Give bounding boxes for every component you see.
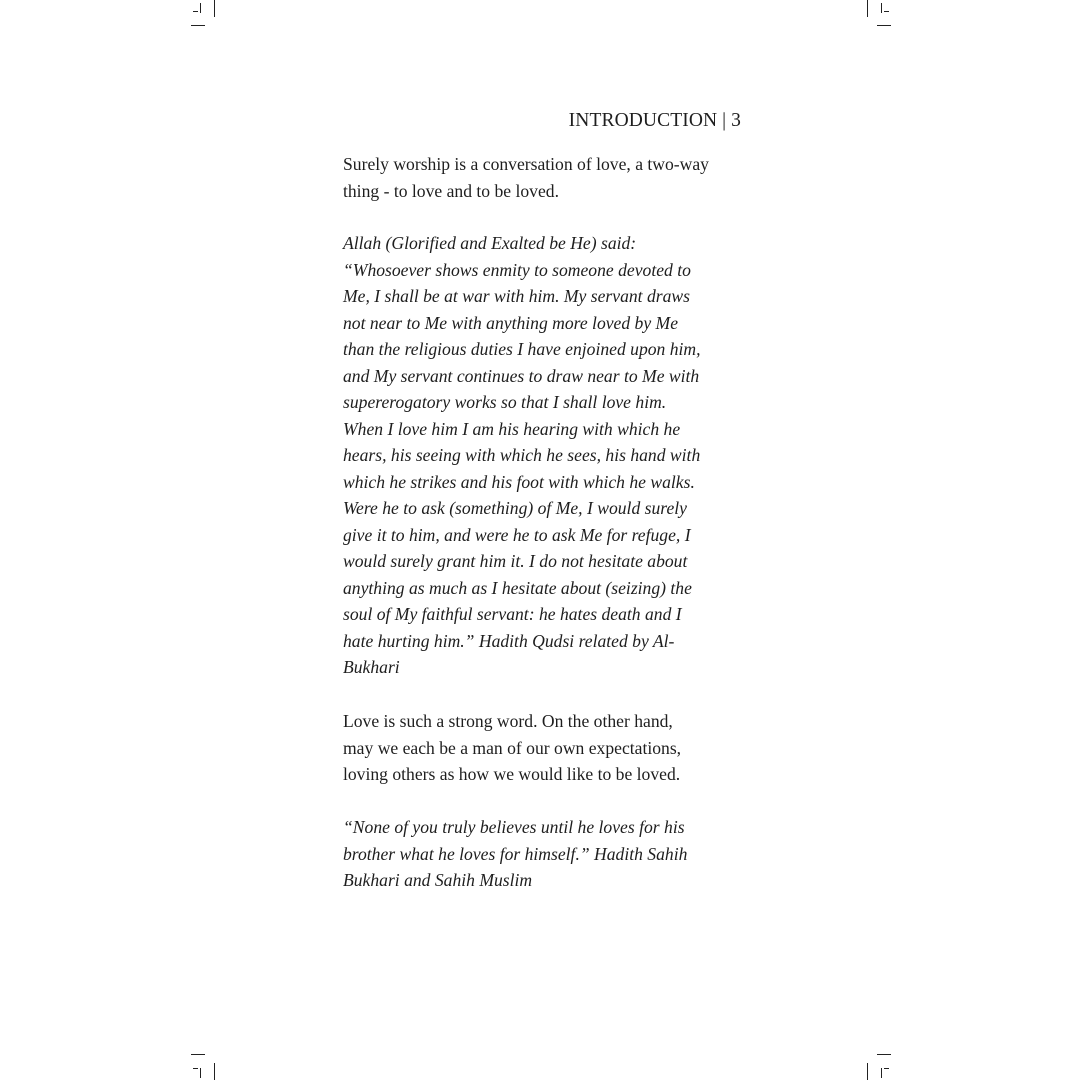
crop-mark-bottom-left-v2 — [200, 1068, 201, 1078]
text-line: Were he to ask (something) of Me, I would surely — [343, 498, 687, 518]
text-line: anything as much as I hesitate about (seizing) the — [343, 577, 692, 598]
quote-hadith-sahih — [343, 814, 743, 894]
text-line: hears, his seeing with which he sees, his hand with — [343, 445, 701, 465]
text-line: soul of My faithful servant: he hates death and I — [343, 604, 682, 624]
crop-mark-top-right-tick — [884, 11, 889, 12]
text-line: not near to Me with anything more loved by Me — [343, 312, 679, 333]
text-line: When I love him I am his hearing with which he — [343, 418, 681, 439]
text-line: Surely worship is a conversation of love, a two-way — [343, 154, 709, 174]
crop-mark-bottom-right-v2 — [881, 1068, 882, 1078]
quote-hadith-qudsi — [343, 230, 743, 681]
text-line: give it to him, and were he to ask Me for refuge, I — [343, 524, 691, 545]
text-line: supererogatory works so that I shall love him. — [343, 392, 667, 412]
text-line: may we each be a man of our own expectations, — [343, 737, 682, 758]
text-line: brother what he loves for himself.” Hadith Sahih — [343, 843, 688, 864]
text-line: loving others as how we would like to be loved. — [343, 764, 681, 784]
text-line: Me, I shall be at war with him. My servant draws — [343, 286, 690, 306]
text-line: and My servant continues to draw near to Me with — [343, 365, 700, 386]
text-line: would surely grant him it. I do not hesitate about — [343, 551, 688, 571]
running-head: INTRODUCTION | 3 — [568, 110, 741, 131]
paragraph-worship — [343, 151, 743, 204]
crop-mark-top-right-h — [877, 25, 891, 26]
crop-mark-top-left-tick — [193, 11, 198, 12]
text-line: which he strikes and his foot with which he walks. — [343, 471, 695, 492]
text-line: Bukhari and Sahih Muslim — [343, 870, 533, 890]
text-line: “Whosoever shows enmity to someone devoted to — [343, 259, 691, 280]
crop-mark-bottom-right-v — [867, 1063, 868, 1080]
text-line: hate hurting him.” Hadith Qudsi related by Al- — [343, 630, 675, 651]
text-line: “None of you truly believes until he loves for his — [343, 817, 685, 837]
crop-mark-top-right-v — [867, 0, 868, 17]
text-line: Love is such a strong word. On the other hand, — [343, 711, 673, 731]
text-line: Allah (Glorified and Exalted be He) said: — [343, 233, 637, 253]
crop-mark-bottom-left-h — [191, 1054, 205, 1055]
text-line: thing - to love and to be loved. — [343, 180, 559, 201]
paragraph-love — [343, 708, 743, 788]
text-line: than the religious duties I have enjoined upon him, — [343, 339, 701, 359]
crop-mark-bottom-right-h — [877, 1054, 891, 1055]
crop-mark-bottom-left-tick — [193, 1068, 198, 1069]
crop-mark-top-left-v2 — [200, 3, 201, 13]
text-line: Bukhari — [343, 657, 400, 677]
crop-mark-top-left-h — [191, 25, 205, 26]
crop-mark-top-left-v — [214, 0, 215, 17]
crop-mark-bottom-right-tick — [884, 1068, 889, 1069]
crop-mark-top-right-v2 — [881, 3, 882, 13]
crop-mark-bottom-left-v — [214, 1063, 215, 1080]
